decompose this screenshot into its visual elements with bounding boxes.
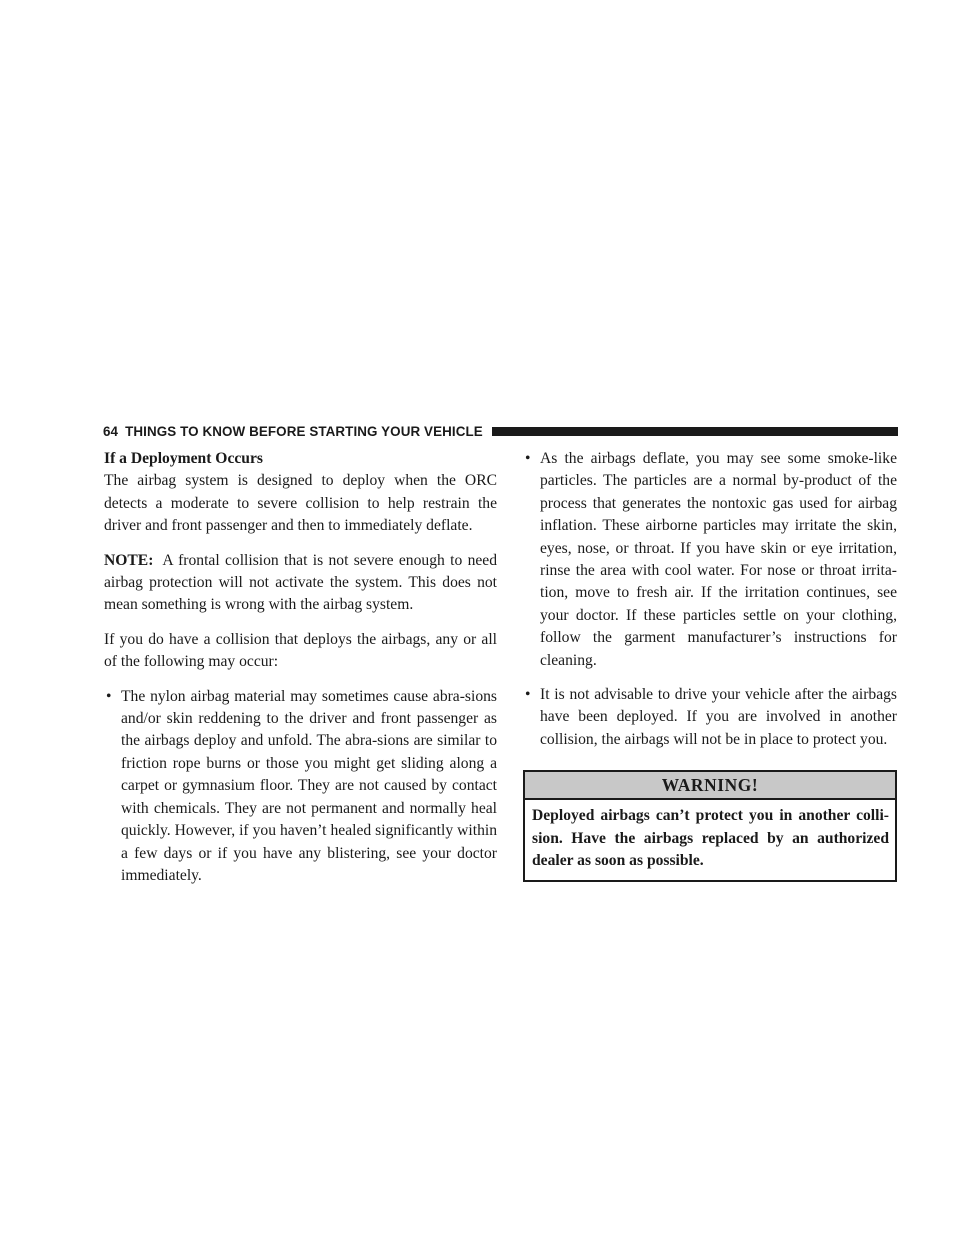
warning-box [523,770,897,881]
intro-paragraph: The airbag system is designed to deploy when the ORC detects a moderate to severe collision to help restrain the driver and front passenger and then to immediately deflate. [104,472,497,535]
bullet-item [523,684,897,751]
page-number: 64 [103,423,119,439]
bullet-icon: • [525,450,531,467]
bullet-text: It is not advisable to drive your vehicle after the airbags have been deployed. If you are involved in another collision, the airbags will not be in place to protect you. [540,686,897,748]
warning-body: Deployed airbags can’t protect you in another colli-sion. Have the airbags replaced by an authorized dealer as soon as possible. [532,807,889,870]
right-column [523,448,897,882]
lead-in-paragraph: If you do have a collision that deploys the airbags, any or all of the following may occur: [104,630,497,671]
note-label: NOTE: [104,551,154,569]
section-title: THINGS TO KNOW BEFORE STARTING YOUR VEHICLE [125,423,483,439]
note-paragraph [104,550,497,617]
bullet-icon: • [106,687,112,705]
bullet-text: The nylon airbag material may sometimes cause abra-sions and/or skin reddening to the driver and front passenger as the airbags deploy and unfold. The abra-sions are similar to friction rope burns or those you might get sliding along a carpet or gymnasium floor. They are not caused by contact with chemicals. They are not permanent and normally heal quickly. However, if you haven’t healed significantly within a few days or if you have any blistering, see your doctor immediately. [121,687,497,884]
section-heading: If a Deployment Occurs [104,450,263,467]
left-column [104,448,497,887]
warning-title: WARNING! [525,772,895,800]
bullet-item [523,448,897,672]
page-header [103,418,898,444]
bullet-text: As the airbags deflate, you may see some smoke-like particles. The particles are a normal by-product of the process that generates the nontoxic gas used for airbag inflation. These airborne particles may irritate the skin, eyes, nose, or throat. If you have skin or eye irritation, rinse the area with cool water. For nose or throat irrita-tion, move to fresh air. If the irritation continues, see your doctor. If these particles settle on your clothing, follow the garment manufacturer’s instructions for cleaning. [540,450,897,669]
header-rule [492,427,898,436]
note-text: A frontal collision that is not severe enough to need airbag protection will not activate the system. This does not mean something is wrong with the airbag system. [104,551,497,614]
bullet-item [104,686,497,888]
bullet-icon: • [525,686,531,704]
